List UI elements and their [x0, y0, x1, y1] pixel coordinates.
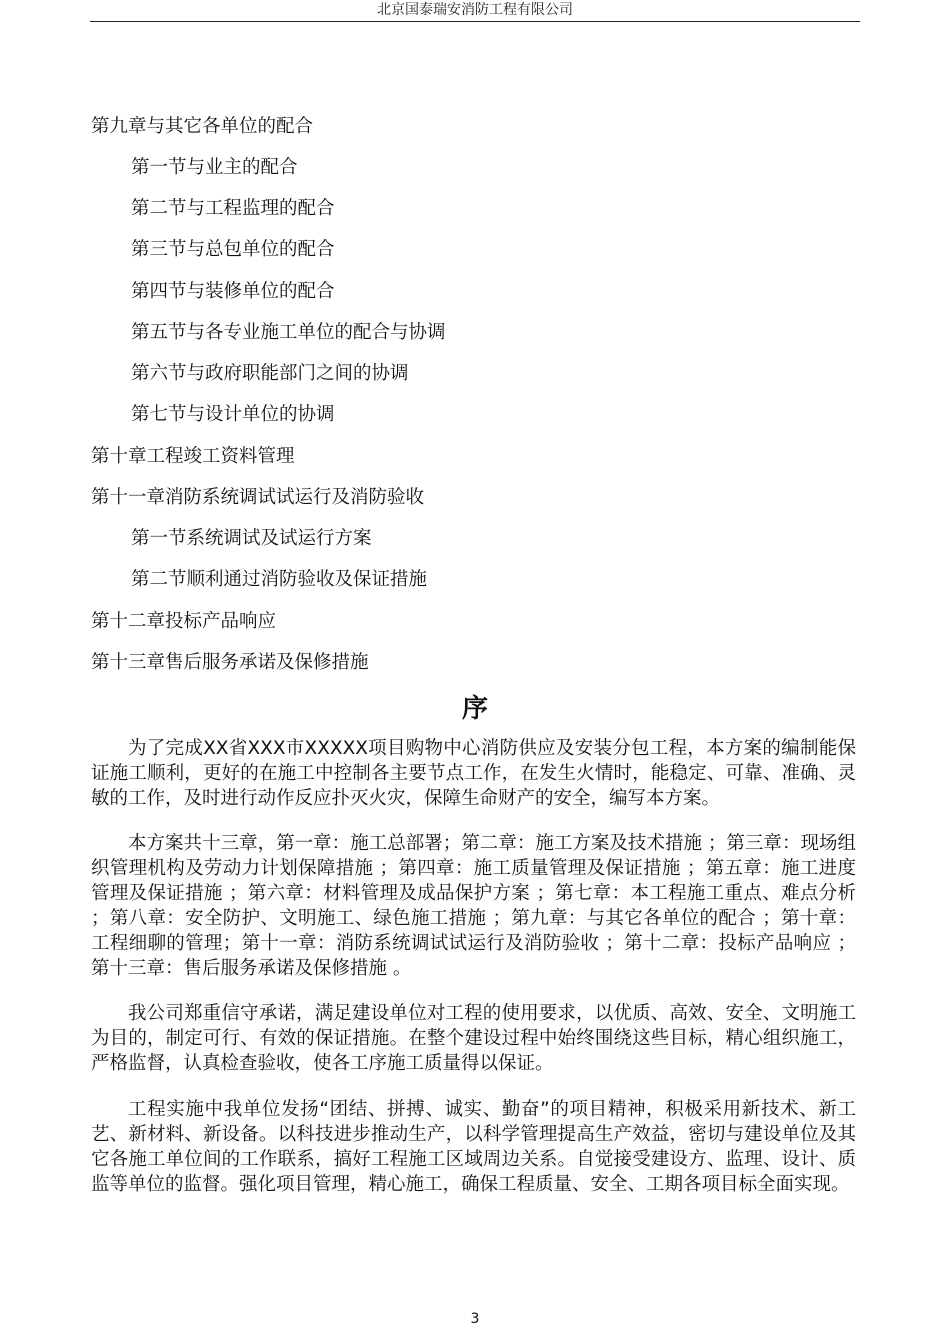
- toc-item[interactable]: 第九章与其它各单位的配合: [91, 116, 314, 137]
- toc-item[interactable]: 第十三章售后服务承诺及保修措施: [91, 652, 369, 673]
- preface-paragraph: 为了完成XX省XXX市XXXXX项目购物中心消防供应及安装分包工程，本方案的编制能保证施工顺利，更好的在施工中控制各主要节点工作，在发生火情时，能稳定、可靠、准确、灵敏的工作，及时进行动作反应扑灭火灾，保障生命财产的安全，编写本方案。: [91, 738, 856, 809]
- toc-item[interactable]: 第四节与装修单位的配合: [131, 281, 335, 302]
- toc-item[interactable]: 第二节顺利通过消防验收及保证措施: [131, 569, 428, 590]
- toc-item[interactable]: 第七节与设计单位的协调: [131, 404, 335, 425]
- toc-item[interactable]: 第一节系统调试及试运行方案: [131, 528, 372, 549]
- toc-item[interactable]: 第二节与工程监理的配合: [131, 198, 335, 219]
- page-number: 3: [470, 1311, 480, 1327]
- toc-item[interactable]: 第十章工程竣工资料管理: [91, 446, 295, 467]
- toc-item[interactable]: 第三节与总包单位的配合: [131, 239, 335, 260]
- page-header: [90, 0, 860, 22]
- preface-paragraph: 本方案共十三章，第一章：施工总部署；第二章：施工方案及技术措施 ；第三章：现场组织管理机构及劳动力计划保障措施 ；第四章：施工质量管理及保证措施 ；第五章：施工进度管理及保证措施 ；第六章：材料管理及成品保护方案 ；第七章：本工程施工重点、难点分析 ；第八章：安全防护、文明施工、绿色施工措施 ；第九章：与其它各单位的配合 ；第十章：工程细聊的管理；第十一章：消防系统调试试运行及消防验收 ；第十二章：投标产品响应 ；第十三章：售后服务承诺及保修措施 。: [91, 833, 856, 979]
- preface-paragraph: 工程实施中我单位发扬“团结、拼搏、诚实、勤奋”的项目精神，积极采用新技术、新工艺、新材料、新设备。以科技进步推动生产，以科学管理提高生产效益，密切与建设单位及其它各施工单位间的工作联系，搞好工程施工区域周边关系。自觉接受建设方、监理、设计、质监等单位的监督。强化项目管理，精心施工，确保工程质量、安全、工期各项目标全面实现。: [91, 1099, 856, 1195]
- company-name: 北京国泰瑞安消防工程有限公司: [377, 2, 573, 18]
- preface-paragraph: 我公司郑重信守承诺，满足建设单位对工程的使用要求，以优质、高效、安全、文明施工为目的，制定可行、有效的保证措施。在整个建设过程中始终围绕这些目标，精心组织施工，严格监督，认真检查验收，使各工序施工质量得以保证。: [91, 1003, 856, 1074]
- toc-item[interactable]: 第十二章投标产品响应: [91, 611, 277, 632]
- preface-title: 序: [461, 694, 488, 724]
- toc-item[interactable]: 第六节与政府职能部门之间的协调: [131, 363, 409, 384]
- toc-item[interactable]: 第五节与各专业施工单位的配合与协调: [131, 322, 446, 343]
- toc-item[interactable]: 第一节与业主的配合: [131, 157, 298, 178]
- toc-item[interactable]: 第十一章消防系统调试试运行及消防验收: [91, 487, 425, 508]
